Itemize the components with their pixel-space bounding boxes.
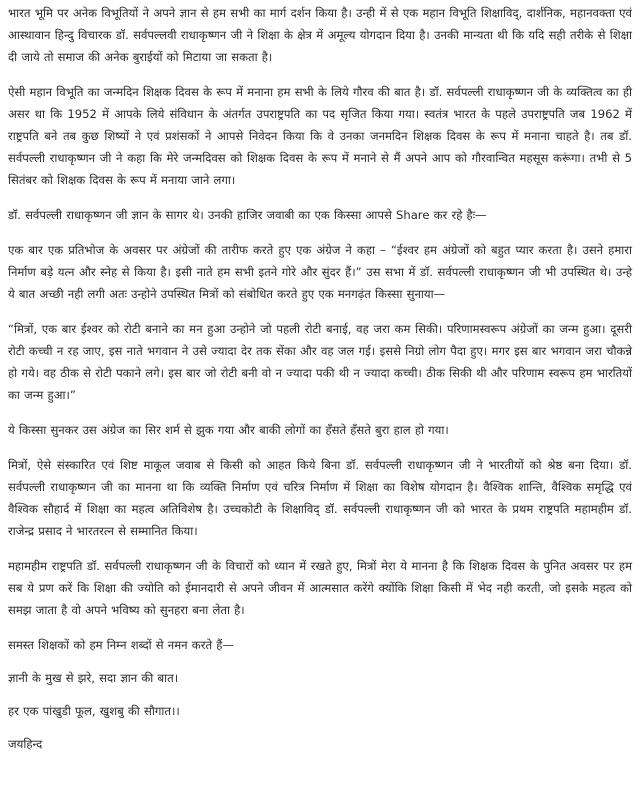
couplet-line-2: हर एक पांखुडी फूल, खुशबु की सौगात।। (8, 704, 180, 718)
paragraph-story-reaction: ये किस्सा सुनकर उस अंग्रेज का सिर शर्म से झुक गया और बाकी लोगों का हँसते हँसते बुरा हाल हो गया। (8, 423, 449, 437)
paragraph-salutation-intro: समस्त शिक्षकों को हम निम्न शब्दों से नमन करते हैं— (8, 638, 234, 652)
paragraph-englishman-remark: एक बार एक प्रतिभोज के अवसर पर अंग्रेजों की तारीफ करते हुए एक अंग्रेज ने कहा – “ईश्वर हम अंग्रेजों को बहुत प्यार करता है। उसने हमारा निर्माण बड़े यत्न और स्नेह से किया है। इसी नाते हम सभी इतने गोरे और सुंदर हैं।” उस सभा में डॉ. सर्वपल्ली राधाकृष्णन जी भी उपस्थित थे। उन्हे ये बात अच्छी नही लगी अतः उन्होने उपस्थित मित्रों को संबोधित करते हुए एक मनगढ़ंत किस्सा सुनाया— (8, 243, 632, 301)
closing-jaihind: जयहिन्द (8, 737, 43, 751)
paragraph-bread-story: “मित्रों, एक बार ईश्वर को रोटी बनाने का मन हुआ उन्होने जो पहली रोटी बनाई, वह जरा कम सिकी। परिणामस्वरूप अंग्रेजों का जन्म हुआ। दूसरी रोटी कच्ची न रह जाए, इस नाते भगवान ने उसे ज्यादा देर तक सेंका और वह जल गई। इससे निग्रो लोग पैदा हुए। मगर इस बार भगवान जरा चौकन्ने हो गये। वह ठीक से रोटी पकाने लगे। इस बार जो रोटी बनी वो न ज्यादा पकी थी न ज्यादा कच्ची। ठीक सिकी थी और परिणाम स्वरूप हम भारतियों का जन्म हुआ।” (8, 322, 632, 402)
couplet-line-1: ज्ञानी के मुख से झरे, सदा ज्ञान की बात। (8, 671, 179, 685)
paragraph-intro: भारत भूमि पर अनेक विभूतियों ने अपने ज्ञान से हम सभी का मार्ग दर्शन किया है। उन्ही में से एक महान विभूति शिक्षाविद्, दार्शनिक, महानवक्ता एवं आस्थावान हिन्दु विचारक डॉ. सर्वपल्लवी राधाकृष्णन जी ने शिक्षा के क्षेत्र में अमूल्य योगदान दिया है। उनकी मान्यता थी कि यदि सही तरीके से शिक्षा दी जाये तो समाज की अनेक बुराईयों को मिटाया जा सकता है। (8, 6, 632, 64)
paragraph-pledge: महामहीम राष्ट्रपति डॉ. सर्वपल्ली राधाकृष्णन जी के विचारों को ध्यान में रखते हुए, मित्रों मेरा ये मानना है कि शिक्षक दिवस के पुनित अवसर पर हम सब ये प्रण करें कि शिक्षा की ज्योति को ईमानदारी से अपने जीवन में आत्मसात करेंगे क्योंकि शिक्षा किसी में भेद नही करती, जो इसके महत्व को समझ जाता है वो अपने भविष्य को सुनहरा बना लेता है। (8, 559, 632, 617)
paragraph-education-views: मित्रों, ऐसे संस्कारित एवं शिष्ट माकूल जवाब से किसी को आहत किये बिना डॉ. सर्वपल्ली राधाकृष्णन जी ने भारतीयों को श्रेष्ठ बना दिया। डॉ. सर्वपल्ली राधाकृष्णन जी का मानना था कि व्यक्ति निर्माण एवं चरित्र निर्माण में शिक्षा का विशेष योगदान है। वैश्विक शान्ति, वैश्विक समृद्धि एवं वैश्विक सौहार्द में शिक्षा का महत्व अतिविशेष है। उच्चकोटी के शिक्षाविद् डॉ. सर्वपल्ली राधाकृष्णन जी को भारत के प्रथम राष्ट्रपति महामहीम डॉ. राजेन्द्र प्रसाद ने भारतरत्न से सम्मानित किया। (8, 458, 632, 538)
paragraph-teachers-day-origin: ऐसी महान विभूति का जन्मदिन शिक्षक दिवस के रूप में मनाना हम सभी के लिये गौरव की बात है। डॉ. सर्वपल्ली राधाकृष्णन जी के व्यक्तित्व का ही असर था कि 1952 में आपके लिये संविधान के अंतर्गत उपराष्ट्रपति का पद सृजित किया गया। स्वतंत्र भारत के पहले उपराष्ट्रपति जब 1962 में राष्ट्रपति बने तब कुछ शिष्यों ने एवं प्रशंसकों ने आपसे निवेदन किया कि वे उनका जनमदिन शिक्षक दिवस के रूप में मनाना चाहते है। तब डॉ. सर्वपल्ली राधाकृष्णन जी ने कहा कि मेरे जन्मदिवस को शिक्षक दिवस के रूप में मनाने से मैं अपने आप को गौरवान्वित महसूस करूंगा। तभी से 5 सितंबर को शिक्षक दिवस के रूप में मनाया जाने लगा। (8, 85, 632, 187)
paragraph-anecdote-intro: डॉ. सर्वपल्ली राधाकृष्णन जी ज्ञान के सागर थे। उनकी हाजिर जवाबी का एक किस्सा आपसे Share कर रहे हैः— (8, 208, 487, 222)
